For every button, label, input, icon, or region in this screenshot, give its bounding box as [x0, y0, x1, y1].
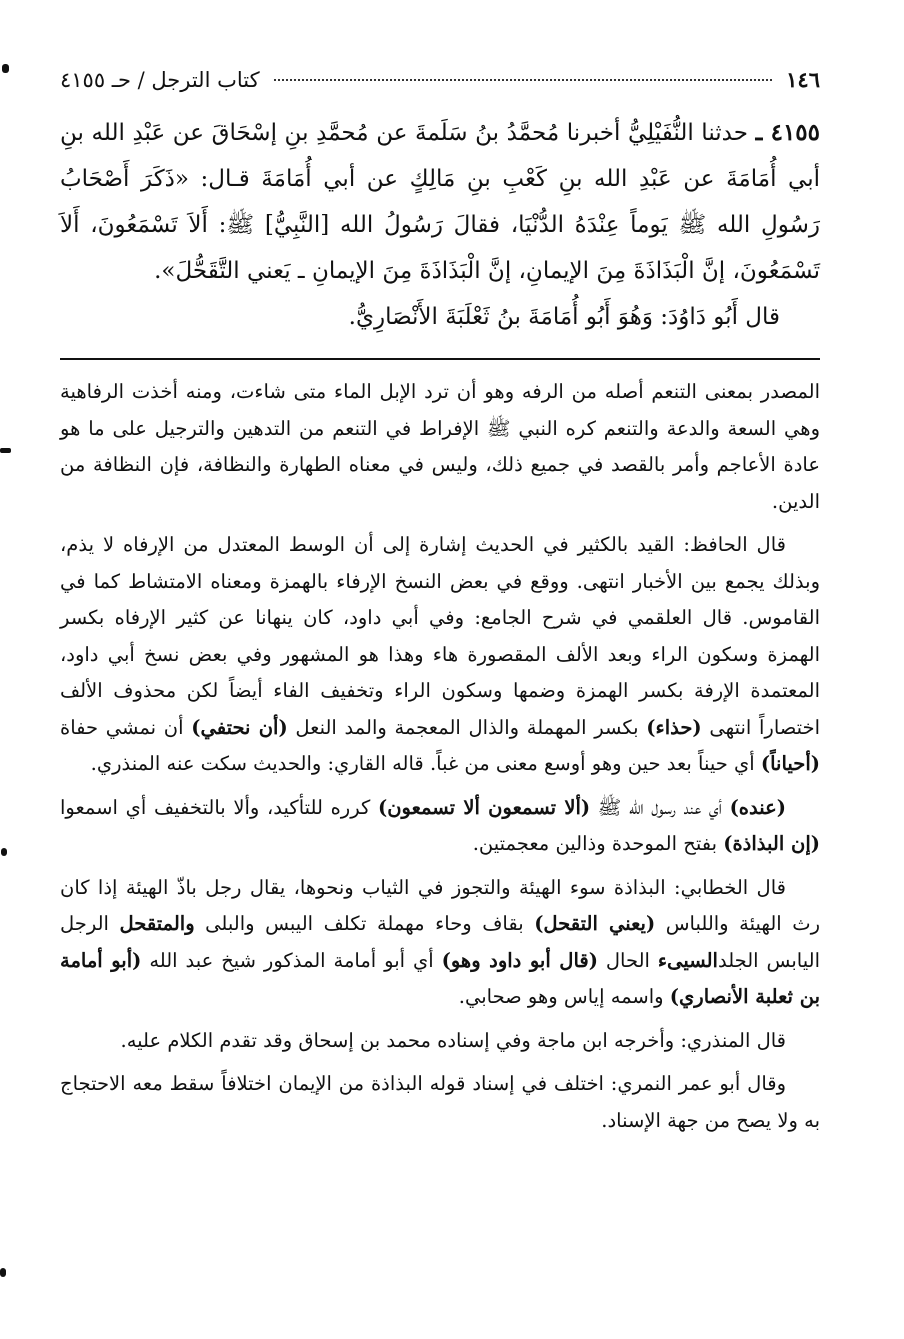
- commentary-paragraph: [60, 870, 820, 1016]
- hadith-number: ٤١٥٥ ـ: [755, 119, 821, 146]
- commentary-text: أي أبو أمامة المذكور شيخ عبد الله: [149, 948, 434, 972]
- bold-term: والمتقحل: [119, 912, 195, 935]
- commentary-text: بفتح الموحدة وذالين معجمتين.: [472, 832, 718, 855]
- hadith-text: حدثنا النُّفَيْلِيُّ أخبرنا مُحمَّدُ بنُ سَلَمةَ عن مُحمَّدِ بنِ إسْحَاقَ عن عَبْدِ الله بنِ أبي أُمَامَةَ عن عَبْدِ الله بنِ كَعْبِ بنِ مَالِكٍ عن أبي أُمَامَةَ قـال: «ذَكَرَ أَصْحَابُ رَسُولِ الله ﷺ يَوماً عِنْدَهُ الدُّنْيَا، فقالَ رَسُولُ الله [النَّبِيُّ] ﷺ: أَلاَ تَسْمَعُونَ، أَلاَ تَسْمَعُونَ، إنَّ الْبَذَاذَةَ مِنَ الإيمانِ، إنَّ الْبَذَاذَةَ مِنَ الإيمانِ ـ يَعني التَّقَحُّلَ».: [60, 120, 820, 284]
- commentary-paragraph: المصدر بمعنى التنعم أصله من الرفه وهو أن ترد الإبل الماء متى شاءت، ومنه أخذت الرفاهية وهي السعة والدعة والتنعم كره النبي ﷺ الإفراط في التنعم من التدهين والترجيل على ما هو عادة الأعاجم وأمر بالقصد في جميع ذلك، وليس في معناه الطهارة والنظافة، فإن النظافة من الدين.: [60, 380, 820, 513]
- commentary-paragraph: [60, 790, 820, 863]
- bold-term: (ألا تسمعون ألا تسمعون): [377, 795, 591, 819]
- commentary-text: واسمه إياس وهو صحابي.: [458, 985, 664, 1008]
- bold-term: (قال أبو داود وهو): [441, 948, 598, 972]
- bold-term: (عنده): [729, 795, 787, 819]
- commentary-text: كرره للتأكيد، وألا بالتخفيف أي اسمعوا: [60, 795, 371, 819]
- running-header: [60, 62, 820, 98]
- scan-speck: [0, 448, 11, 453]
- commentary-text: الحال: [605, 948, 650, 972]
- commentary-text: أي عند رسول الله ﷺ: [597, 795, 722, 819]
- scan-speck: [1, 848, 7, 856]
- bold-term: (إن البذاذة): [723, 832, 820, 855]
- commentary-paragraph: وقال أبو عمر النمري: اختلف في إسناد قوله البذاذة من الإيمان اختلافاً سقط معه الاحتجاج به ولا يصح من جهة الإسناد.: [60, 1072, 820, 1132]
- commentary-text: بقاف وحاء مهملة تكلف اليبس والبلى: [205, 912, 524, 935]
- bold-term: السيىء: [657, 948, 718, 972]
- hadith-text-paragraph: [60, 110, 820, 294]
- bold-term: (أن نحتفي): [191, 715, 288, 739]
- commentary-text: بكسر المهملة والذال المعجمة والمد النعل: [295, 715, 639, 739]
- commentary-text: قال الحافظ: القيد بالكثير في الحديث إشارة إلى أن الوسط المعتدل من الإرفاه لا يذم، وبذلك يجمع بين الأخبار انتهى. ووقع في بعض النسخ الإرفاء بالهمزة ومعناه الامتشاط كما في القاموس. قال العلقمي في شرح الجامع: وفي أبي داود، كان ينهانا عن كثير الإرفاه بكسر الهمزة وسكون الراء وبعد الألف المقصورة هاء وهذا هو المشهور وفي بعض نسخ أبي داود، المعتمدة الإرفة بكسر الهمزة وضمها وسكون الراء وتخفيف الفاء أيضاً لكن محذوف الألف اختصاراً انتهى: [60, 533, 821, 739]
- commentary-text: قال الخطابي: البذاذة سوء الهيئة والتجوز في الثياب ونحوها، يقال رجل باذّ الهيئة إذا كان رث الهيئة واللباس: [60, 875, 820, 935]
- commentary-block: [60, 374, 820, 1139]
- bold-term: (أحياناً): [760, 752, 820, 775]
- commentary-text: أي حيناً بعد حين وهو أوسع معنى من غباً. قاله القاري: والحديث سكت عنه المنذري.: [90, 752, 755, 775]
- page-number: ١٤٦: [786, 67, 820, 92]
- footnote-divider: [60, 358, 820, 360]
- dotted-leader: [274, 79, 773, 81]
- commentary-text: أن نمشي حفاة: [60, 715, 184, 739]
- hadith-block: [60, 110, 820, 340]
- bold-term: (حذاء): [646, 715, 702, 739]
- scan-speck: [2, 64, 9, 73]
- commentary-text: الرجل اليابس الجلد: [60, 912, 820, 972]
- bold-term: (أبو أمامة بن ثعلبة الأنصاري): [60, 948, 820, 1008]
- scan-speck: [0, 1268, 6, 1277]
- running-title: كتاب الترجل / حـ ٤١٥٥: [60, 68, 260, 92]
- book-page: [60, 62, 820, 1146]
- hadith-note: قال أَبُو دَاوُدَ: وَهُوَ أَبُو أُمَامَةَ بنُ ثَعْلَبَةَ الأَنْصَارِيُّ.: [348, 304, 780, 330]
- bold-term: (يعني التقحل): [534, 912, 656, 935]
- commentary-paragraph: قال المنذري: وأخرجه ابن ماجة وفي إسناده محمد بن إسحاق وقد تقدم الكلام عليه.: [120, 1028, 786, 1052]
- commentary-paragraph: [60, 527, 820, 783]
